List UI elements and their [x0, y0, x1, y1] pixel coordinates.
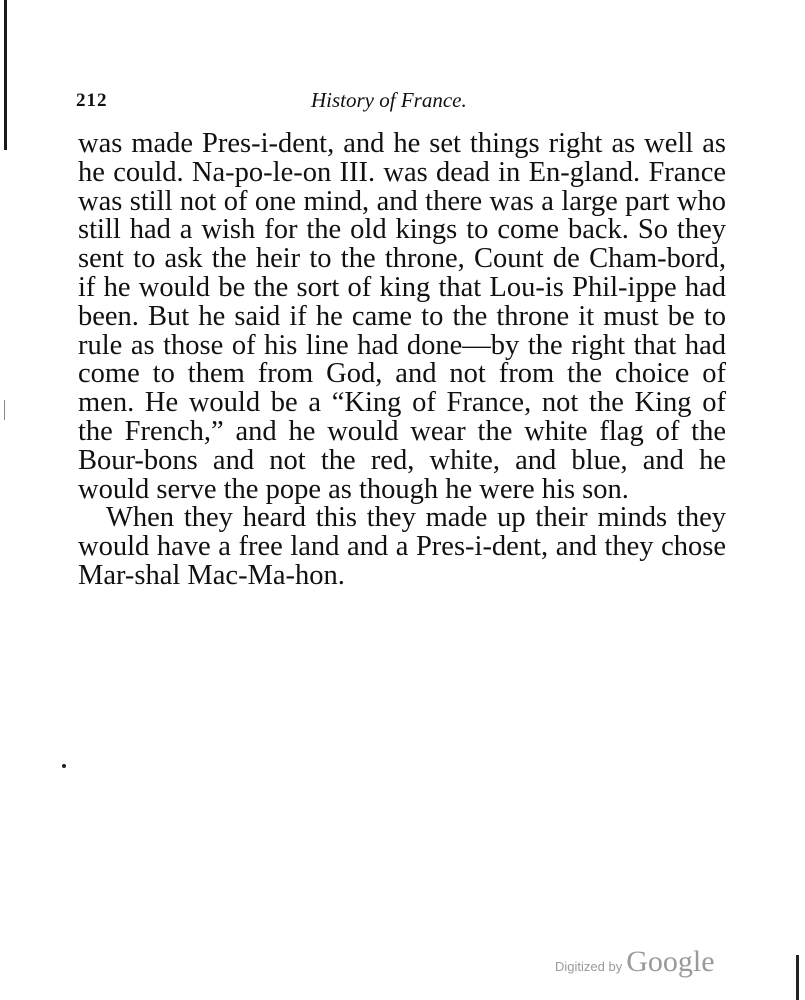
watermark-prefix: Digitized by: [555, 959, 623, 974]
scan-edge-left: [4, 0, 7, 150]
scan-edge-mark: [4, 400, 5, 420]
page-header: [76, 88, 724, 118]
paragraph: was made Pres-i-dent, and he set things right as well as he could. Na-po-le-on III. was dead in En-gland. France was still not of one mind, and there was a large part who still had a wish for the old kings to come back. So they sent to ask the heir to the throne, Count de Cham-bord, if he would be the sort of king that Lou-is Phil-ippe had been. But he said if he came to the throne it must be to rule as those of his line had done—by the right that had come to them from God, and not from the choice of men. He would be a “King of France, not the King of the French,” and he would wear the white flag of the Bour-bons and not the red, white, and blue, and he would serve the pope as though he were his son.: [78, 128, 726, 505]
running-title: History of France.: [311, 88, 467, 112]
digitized-watermark: [555, 945, 715, 979]
paragraph: When they heard this they made up their minds they would have a free land and a Pres-i-dent, and they chose Mar-shal Mac-Ma-hon.: [78, 502, 726, 591]
scan-edge-right: [796, 955, 799, 1000]
watermark-brand: Google: [626, 945, 715, 978]
page-body: [78, 130, 726, 591]
page-number: 212: [76, 90, 108, 111]
ink-speck: [62, 764, 66, 768]
